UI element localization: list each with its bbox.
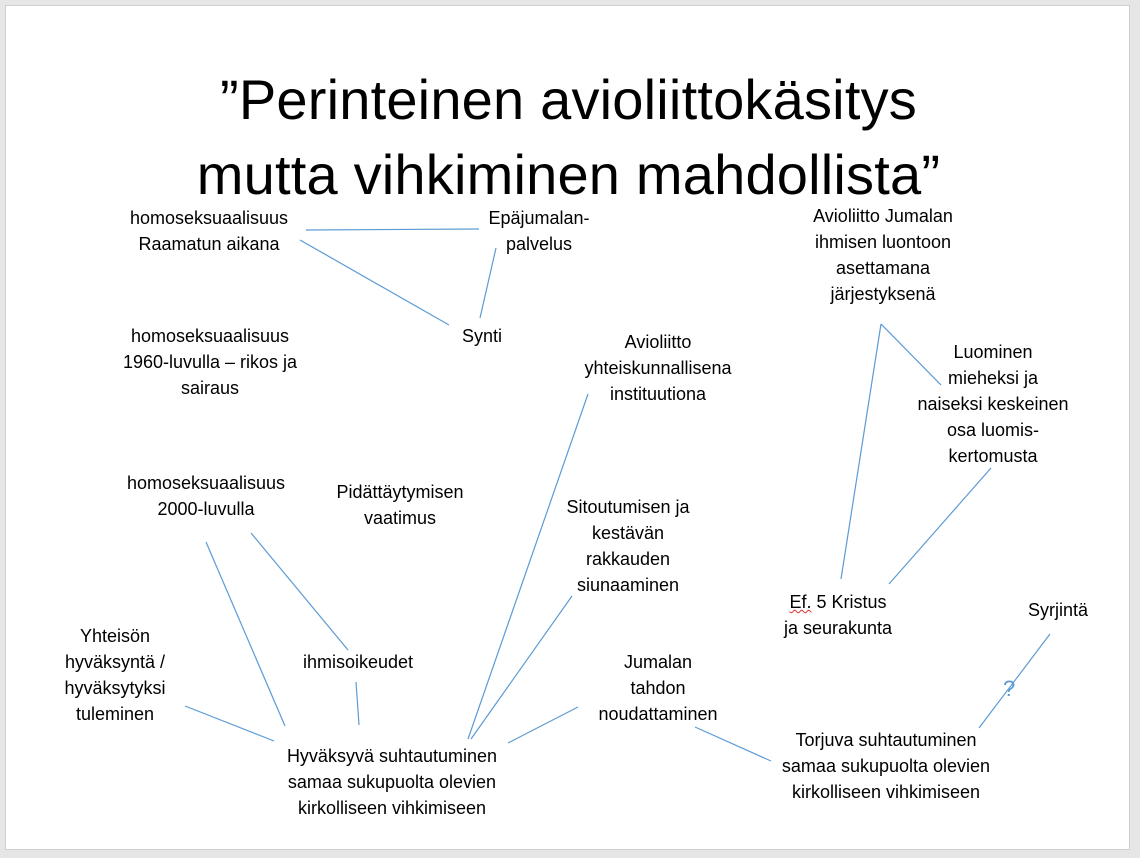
connector-homo2000-to-hyvaksyva [206,542,285,726]
connector-homo-raamattu-to-epajumalan [306,229,479,230]
ef-abbreviation: Ef. [789,592,812,612]
connector-homo2000-to-ihmisoikeudet [251,533,348,650]
node-torjuva-suhtautuminen: Torjuva suhtautuminen samaa sukupuolta olevien kirkolliseen vihkimiseen [781,730,991,802]
slide [5,5,1130,850]
node-homoseksuaalisuus-raamatun-aikana: homoseksuaalisuus Raamatun aikana [129,208,289,254]
node-syrjinta: Syrjintä [1027,600,1089,620]
title-line-2: mutta vihkiminen mahdollista” [196,143,941,206]
slide-title [6,62,1131,212]
node-ihmisoikeudet: ihmisoikeudet [302,652,414,672]
node-homoseksuaalisuus-2000: homoseksuaalisuus 2000-luvulla [126,473,286,519]
node-hyvaksyva-suhtautuminen: Hyväksyvä suhtautuminen samaa sukupuolta olevien kirkolliseen vihkimiseen [286,746,498,818]
connector-avioliitto-jumalan-to-ef5 [841,324,881,579]
connector-epajumalan-to-synti [480,248,496,318]
connector-yhteison-to-hyvaksyva [185,706,274,741]
title-line-1: ”Perinteinen avioliittokäsitys [220,68,917,131]
node-luominen: Luominen mieheksi ja naiseksi keskeinen osa luomis- kertomusta [917,342,1069,466]
connector-luominen-to-ef5 [889,468,991,584]
question-mark: ? [1003,676,1016,701]
node-ef5-kristus-ja-seurakunta: Ef. 5 Kristus ja seurakunta [783,592,893,638]
connector-jumalan-to-hyvaksyva [508,707,578,743]
node-avioliitto-yhteiskunnallisena: Avioliitto yhteiskunnallisena instituutiona [584,332,732,404]
connector-homo-raamattu-to-synti [300,240,449,325]
node-sitoutumisen-siunaaminen: Sitoutumisen ja kestävän rakkauden siunaaminen [566,497,690,595]
node-epajumalanpalvelus: Epäjumalan- palvelus [488,208,590,254]
node-pidattaytymisen-vaatimus: Pidättäytymisen vaatimus [336,482,464,528]
node-yhteison-hyvaksynta: Yhteisön hyväksyntä / hyväksytyksi tuleminen [64,626,166,724]
node-jumalan-tahdon-noudattaminen: Jumalan tahdon noudattaminen [598,652,718,724]
node-avioliitto-jumalan-jarjestyksena: Avioliitto Jumalan ihmisen luontoon asettamana järjestyksenä [813,206,953,304]
connector-ihmisoikeudet-to-hyvaksyva [356,682,359,725]
node-synti: Synti [461,326,503,346]
node-homoseksuaalisuus-1960: homoseksuaalisuus 1960-luvulla – rikos ja sairaus [122,326,298,398]
